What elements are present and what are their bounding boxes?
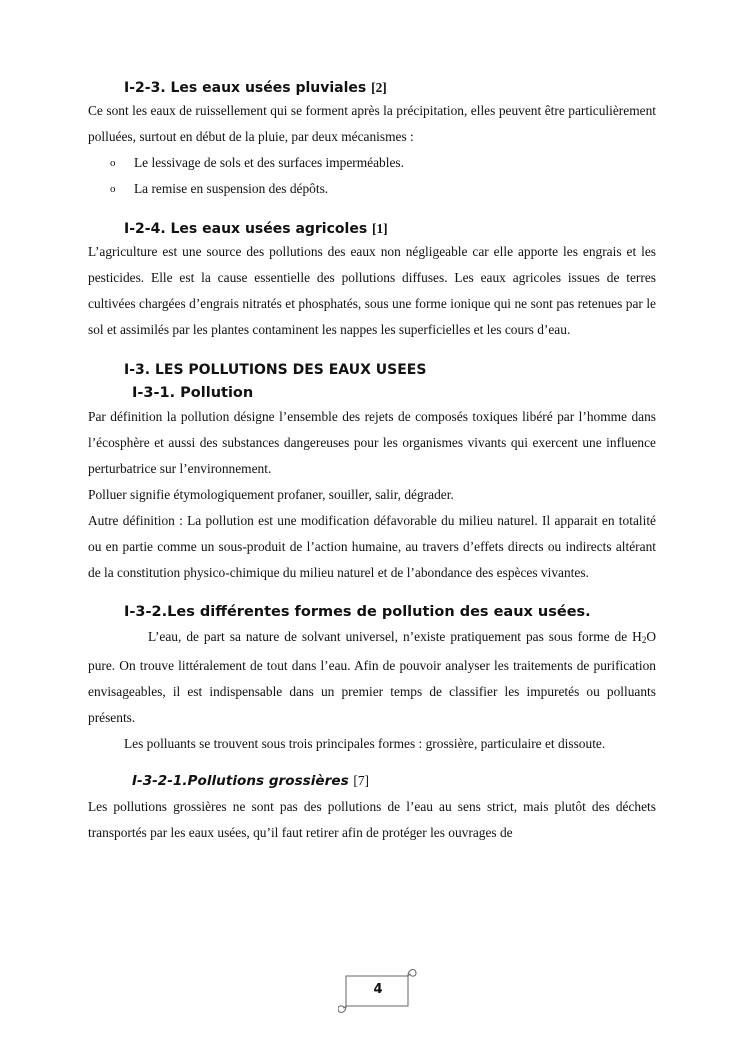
- heading-pollutions-grossieres: I-3-2-1.Pollutions grossières [7]: [132, 773, 370, 789]
- list-item: o La remise en suspension des dépôts.: [110, 176, 656, 202]
- citation: [7]: [353, 773, 370, 788]
- paragraph: Autre définition : La pollution est une modification défavorable du milieu naturel. Il apparait en totalité ou en partie comme un sous-produit de l’action humaine, au travers d’effets directs ou indirects altérant de la constitution physico-chimique du milieu naturel et de l’abondance des espèces vivantes.: [88, 513, 656, 580]
- citation: [2]: [371, 80, 387, 95]
- citation: [1]: [372, 221, 388, 236]
- bullet-icon: o: [110, 183, 116, 195]
- heading-pollution: I-3-1. Pollution: [132, 385, 254, 401]
- page-footer: [338, 962, 418, 1018]
- heading-pollutions-eaux-usees: I-3. LES POLLUTIONS DES EAUX USEES: [124, 362, 427, 378]
- heading-formes-pollution: I-3-2.Les différentes formes de pollution des eaux usées.: [124, 604, 591, 620]
- paragraph: Par définition la pollution désigne l’ensemble des rejets de composés toxiques libéré par l’homme dans l’écosphère et aussi des substances dangereuses pour les organismes vivants qui exercent une influence perturbatrice sur l’environnement.: [88, 409, 656, 476]
- page-number: 4: [373, 982, 383, 997]
- bullet-list: [88, 150, 656, 202]
- paragraph: L’eau, de part sa nature de solvant universel, n’existe pratiquement pas sous forme de $H_2O$ pure. On trouve littéralement de tout dans l’eau. Afin de pouvoir analyser les traitements de purification envisageables, il est indispensable dans un premier temps de classifier les impuretés ou polluants présents.: [88, 629, 656, 725]
- paragraph: L’agriculture est une source des pollutions des eaux non négligeable car elle apporte les engrais et les pesticides. Elle est la cause essentielle des pollutions diffuses. Les eaux agricoles issues de terres cultivées chargées d’engrais nitratés et phosphatés, sous une forme ionique qui ne sont pas retenues par le sol et assimilés par les plantes contaminent les nappes les superficielles et les cours d’eau.: [88, 244, 656, 337]
- paragraph: Les polluants se trouvent sous trois principales formes : grossière, particulaire et dissoute.: [124, 736, 606, 751]
- heading-eaux-pluviales: I-2-3. Les eaux usées pluviales [2]: [124, 80, 387, 96]
- paragraph: Ce sont les eaux de ruissellement qui se forment après la précipitation, elles peuvent être particulièrement polluées, surtout en début de la pluie, par deux mécanismes :: [88, 103, 656, 144]
- list-item: o Le lessivage de sols et des surfaces imperméables.: [110, 150, 656, 176]
- bullet-icon: o: [110, 157, 116, 169]
- paragraph: Les pollutions grossières ne sont pas des pollutions de l’eau au sens strict, mais plutôt des déchets transportés par les eaux usées, qu’il faut retirer afin de protéger les ouvrages de: [88, 799, 656, 840]
- paragraph: Polluer signifie étymologiquement profaner, souiller, salir, dégrader.: [88, 487, 454, 502]
- document-page: [88, 62, 656, 846]
- heading-eaux-agricoles: I-2-4. Les eaux usées agricoles [1]: [124, 221, 388, 237]
